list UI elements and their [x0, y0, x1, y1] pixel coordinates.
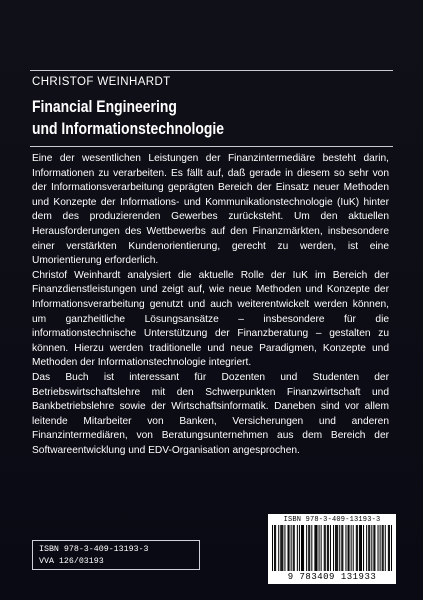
barcode-bar [336, 525, 337, 571]
barcode-bar [308, 525, 309, 571]
barcode-bar [382, 525, 383, 571]
barcode-bar [316, 525, 317, 571]
barcode-bar [342, 525, 343, 571]
title-line-1: Financial Engineering [32, 97, 177, 116]
barcode-bar [341, 525, 342, 571]
barcode-bar [348, 525, 349, 571]
barcode-bar [351, 525, 352, 571]
barcode-bar [291, 525, 292, 571]
barcode-bar [319, 525, 320, 571]
barcode-bar [289, 525, 290, 571]
barcode-bar [337, 525, 338, 571]
barcode-bar [349, 525, 350, 571]
barcode-bar [371, 525, 372, 571]
barcode-bar [284, 525, 285, 571]
barcode-bar [388, 525, 389, 571]
barcode-bar [324, 525, 325, 571]
barcode-bar [359, 525, 360, 571]
barcode-bar [373, 525, 374, 571]
barcode-bar [306, 525, 307, 571]
barcode-bar [294, 525, 295, 571]
barcode-bars [272, 525, 392, 571]
book-title [32, 96, 327, 140]
barcode-bar [309, 525, 310, 571]
barcode-bar [282, 525, 283, 571]
barcode-bar [297, 525, 298, 571]
barcode-bar [314, 525, 315, 571]
barcode-bar [335, 525, 336, 571]
barcode-bar [380, 525, 381, 571]
author-name: CHRISTOF WEINHARDT [32, 76, 171, 88]
blurb-paragraph-3: Das Buch ist interessant für Dozenten und Studenten der Betriebswirtschaftslehre mit den Schwerpunkten Finanzwirtschaft und Bankbetriebslehre sowie der Wirtschaftsinformatik. Daneben sind vor allem leitende Mitarbeiter von Banken, Versicherungen und anderen Finanzintermediären, von Beratungsunternehmen aus dem Bereich der Softwareentwicklung und EDV-Organisation angesprochen. [32, 371, 389, 456]
barcode-bar [327, 525, 328, 571]
barcode-bar [302, 525, 303, 571]
barcode-bar [272, 525, 273, 571]
barcode-digits: 9 783409 131933 [287, 572, 377, 582]
barcode-bar [378, 525, 379, 571]
barcode-bar [321, 525, 322, 571]
barcode-bar [361, 525, 362, 571]
isbn-box [32, 540, 200, 570]
barcode-bar [274, 525, 275, 571]
barcode [268, 514, 396, 584]
barcode-bar [356, 525, 357, 571]
barcode-bar [330, 525, 331, 571]
barcode-bar [363, 525, 364, 571]
title-line-2: und Informationstechnologie [32, 119, 225, 138]
barcode-bar [391, 525, 392, 571]
barcode-bar [374, 525, 375, 571]
barcode-bar [368, 525, 369, 571]
barcode-bar [389, 525, 390, 571]
barcode-bar [385, 525, 386, 571]
barcode-bar [293, 525, 294, 571]
barcode-bar [278, 525, 279, 571]
barcode-bar [383, 525, 384, 571]
barcode-bar [369, 525, 370, 571]
barcode-bar [288, 525, 289, 571]
vva-text: VVA 126/03193 [39, 557, 104, 566]
blurb [32, 152, 389, 458]
barcode-bar [357, 525, 358, 571]
barcode-isbn-label: ISBN 978-3-409-13193-3 [283, 516, 381, 524]
barcode-bar [315, 525, 316, 571]
isbn-text: ISBN 978-3-409-13193-3 [39, 545, 149, 554]
barcode-bar [360, 525, 361, 571]
barcode-bar [325, 525, 326, 571]
barcode-bar [281, 525, 282, 571]
barcode-bar [280, 525, 281, 571]
barcode-bar [366, 525, 367, 571]
barcode-bar [301, 525, 302, 571]
barcode-bar [353, 525, 354, 571]
barcode-bar [345, 525, 346, 571]
blurb-paragraph-2: Christof Weinhardt analysiert die aktuelle Rolle der IuK im Bereich der Finanzdienstleistungen und zeigt auf, wie neue Methoden und Konzepte der Informationsverarbeitung genutzt und auch weiterentwickelt werden können, um ganzheitliche Lösungsansätze – insbesondere für die informationstechnische Unterstützung der Finanzberatung – gestalten zu können. Hierzu werden traditionelle und neue Paradigmen, Konzepte und Methoden der Informationstechnologie integriert. [32, 269, 389, 369]
title-rule [30, 146, 393, 147]
barcode-bar [328, 525, 329, 571]
barcode-bar [299, 525, 300, 571]
barcode-bar [303, 525, 304, 571]
top-rule [30, 70, 393, 71]
blurb-paragraph-1: Eine der wesentlichen Leistungen der Finanzintermediäre besteht darin, Informationen zu verarbeiten. Es fällt auf, daß gerade in diesem so sehr von der Informationsverarbeitung geprägten Bereich der Einsatz neuer Methoden und Konzepte der Informations- und Kommunikationstechnologie (IuK) hinter dem des produzierenden Gewerbes zurücksteht. Um den aktuellen Herausforderungen des Wettbewerbs auf den Finanzmärkten, insbesondere einer verstärkten Kundenorientierung, gerecht zu werden, ist eine Umorientierung erforderlich. [32, 153, 389, 267]
barcode-bar [333, 525, 334, 571]
barcode-bar [339, 525, 340, 571]
barcode-bar [275, 525, 276, 571]
barcode-bar [311, 525, 312, 571]
